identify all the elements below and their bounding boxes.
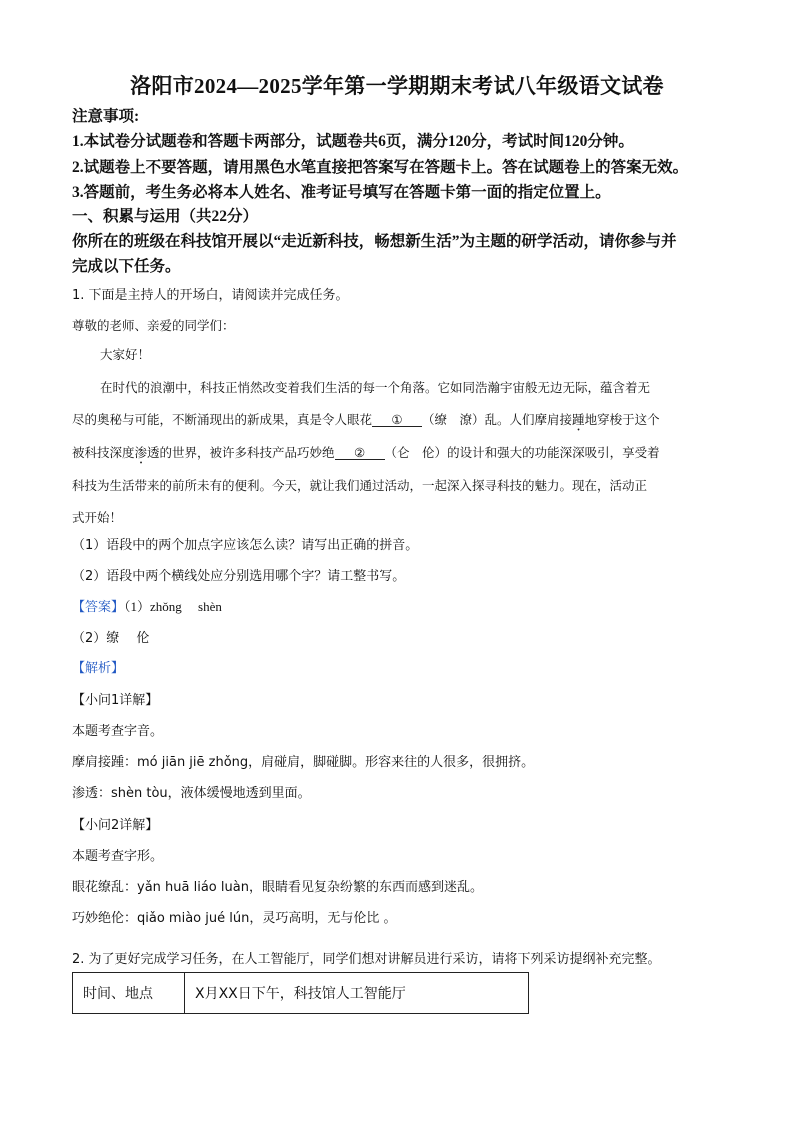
blank-2-hint: （仑 伦） <box>384 445 448 460</box>
detail-1-intro: 本题考查字音。 <box>72 724 164 739</box>
blank-2: ② <box>335 446 385 460</box>
interview-outline-table <box>72 972 529 1014</box>
dotted-char-1: 踵 <box>572 412 585 427</box>
answer-line-1 <box>72 596 222 615</box>
passage-greeting: 大家好！ <box>100 347 151 362</box>
q2-stem: 2. 为了更好完成学习任务，在人工智能厅，同学们想对讲解员进行采访，请将下列采访提纲补充完整。 <box>72 952 661 967</box>
section-intro-line1: 你所在的班级在科技馆开展以“走近新科技，畅想新生活”为主题的研学活动，请你参与并 <box>72 233 677 250</box>
detail-1-tag: 【小问1详解】 <box>72 693 159 708</box>
dotted-char-2: 渗 <box>134 445 148 460</box>
detail-2-line-1: 眼花缭乱：yǎn huā liáo luàn，眼睛看见复杂纷繁的东西而感到迷乱。 <box>72 880 483 895</box>
passage-line-2 <box>72 410 660 434</box>
passage-line-4: 科技为生活带来的前所未有的便利。今天，就让我们通过活动，一起深入探寻科技的魅力。现在，活动正 <box>72 478 648 493</box>
detail-1-line-2: 渗透：shèn tòu，液体缓慢地透到里面。 <box>72 786 311 801</box>
detail-2-intro: 本题考查字形。 <box>72 849 164 864</box>
passage-line-2-text-b: 乱。人们摩肩接 <box>484 412 573 427</box>
passage-line-2-text-c: 地穿梭于这个 <box>584 412 660 427</box>
detail-2-line-2: 巧妙绝伦：qiǎo miào jué lún，灵巧高明，无与伦比 。 <box>72 911 397 926</box>
passage-line-3-text-b: 透的世界，被许多科技产品巧妙绝 <box>147 445 335 460</box>
q1-sub-question-1: （1）语段中的两个加点字应该怎么读？请写出正确的拼音。 <box>72 538 419 553</box>
page-title: 洛阳市2024—2025学年第一学期期末考试八年级语文试卷 <box>130 74 664 98</box>
answer-tag: 【答案】 <box>72 600 125 615</box>
table-cell-value: X月XX日下午，科技馆人工智能厅 <box>185 973 529 1014</box>
passage-line-3-text-c: 的设计和强大的功能深深吸引，享受着 <box>447 445 660 460</box>
notice-item-1: 1.本试卷分试题卷和答题卡两部分，试题卷共6页，满分120分，考试时间120分钟。 <box>72 133 634 150</box>
q1-stem: 1. 下面是主持人的开场白，请阅读并完成任务。 <box>72 288 349 303</box>
analysis-tag: 【解析】 <box>72 661 125 676</box>
section-heading: 一、积累与运用（共22分） <box>72 208 259 225</box>
blank-1: ① <box>372 413 422 427</box>
passage-line-3 <box>72 443 660 467</box>
detail-1-line-1: 摩肩接踵：mó jiān jiē zhǒng，肩碰肩，脚碰脚。形容来往的人很多，很拥挤。 <box>72 755 535 770</box>
passage-line-1: 在时代的浪潮中，科技正悄然改变着我们生活的每一个角落。它如同浩瀚宇宙般无边无际，蕴含着无 <box>100 380 651 395</box>
passage-line-5: 式开始！ <box>72 510 123 525</box>
notice-heading: 注意事项: <box>72 108 140 125</box>
passage-line-3-text-a: 被科技深度 <box>72 445 135 460</box>
detail-2-tag: 【小问2详解】 <box>72 818 159 833</box>
blank-1-hint: （缭 潦） <box>422 412 485 427</box>
passage-line-2-text-a: 尽的奥秘与可能，不断涌现出的新成果，真是令人眼花 <box>72 412 373 427</box>
notice-item-2: 2.试题卷上不要答题，请用黑色水笔直接把答案写在答题卡上。答在试题卷上的答案无效。 <box>72 159 689 176</box>
passage-salutation: 尊敬的老师、亲爱的同学们： <box>72 318 235 333</box>
answer-1: （1）zhǒng shèn <box>124 599 222 614</box>
q1-sub-question-2: （2）语段中两个横线处应分别选用哪个字？请工整书写。 <box>72 569 406 584</box>
table-cell-label: 时间、地点 <box>73 973 185 1014</box>
section-intro-line2: 完成以下任务。 <box>72 258 181 275</box>
table-row <box>73 973 529 1014</box>
answer-2: （2）缭 伦 <box>72 631 150 646</box>
notice-item-3: 3.答题前，考生务必将本人姓名、准考证号填写在答题卡第一面的指定位置上。 <box>72 184 611 201</box>
